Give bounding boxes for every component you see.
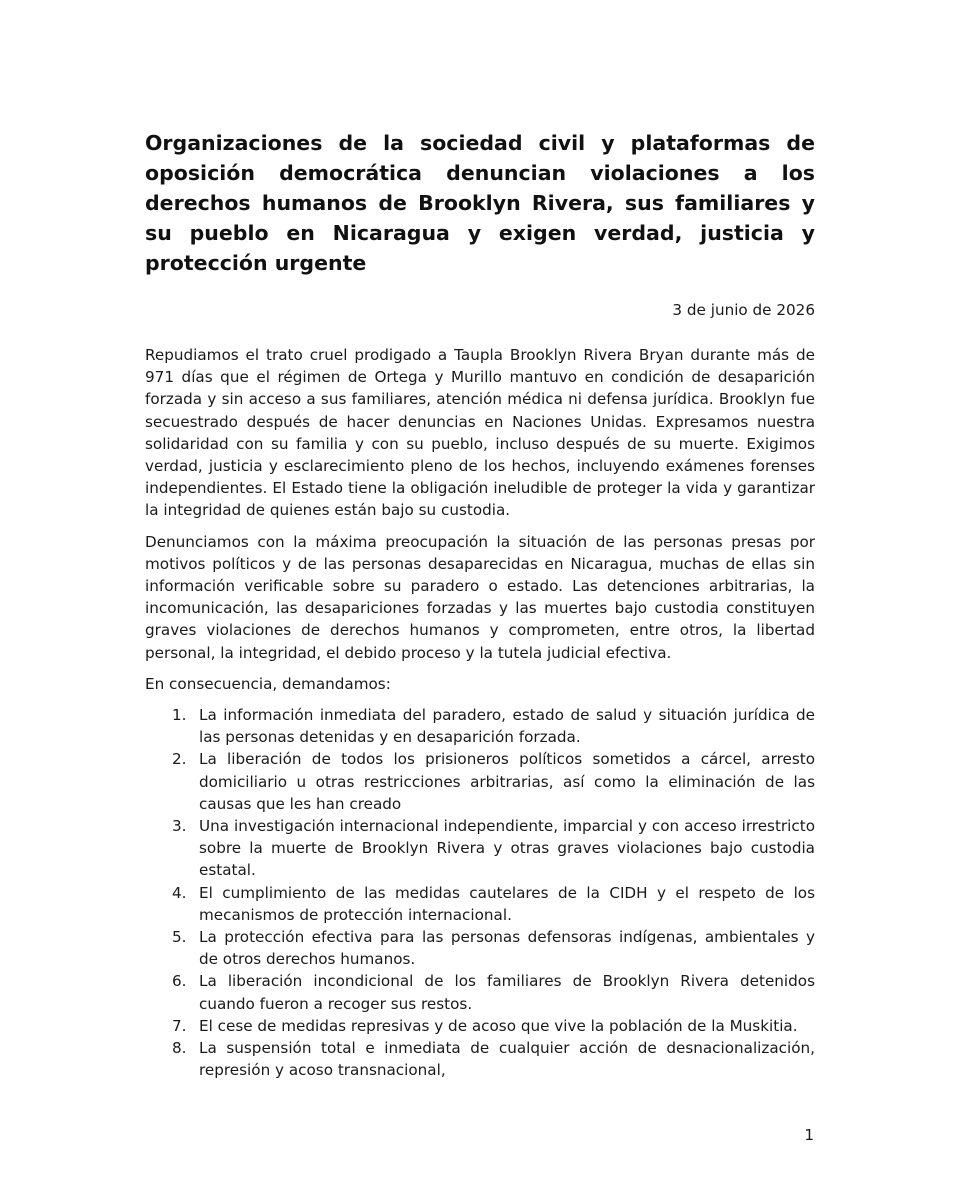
document-date: 3 de junio de 2026: [672, 301, 815, 319]
demand-item: [145, 926, 815, 970]
document-title: Organizaciones de la sociedad civil y plataformas de oposición democrática denuncian violaciones a los derechos humanos de Brooklyn Rivera, sus familiares y su pueblo en Nicaragua y exigen verdad, justicia y protección urgente: [145, 131, 815, 275]
demand-number: 2.: [172, 750, 187, 769]
demands-list: [145, 704, 815, 1081]
demand-item: [145, 882, 815, 926]
demand-item: [145, 1037, 815, 1081]
demand-text: La liberación de todos los prisioneros políticos sometidos a cárcel, arresto domiciliario u otras restricciones arbitrarias, así como la eliminación de las causas que les han creado: [199, 750, 815, 813]
demand-number: 5.: [172, 928, 187, 947]
demand-text: La protección efectiva para las personas defensoras indígenas, ambientales y de otros derechos humanos.: [199, 928, 815, 969]
demand-item: [145, 704, 815, 748]
demand-number: 4.: [172, 883, 187, 902]
demand-item: [145, 815, 815, 882]
document-body: [145, 128, 815, 1082]
demand-text: El cumplimiento de las medidas cautelares de la CIDH y el respeto de los mecanismos de protección internacional.: [199, 883, 815, 924]
demand-text: La suspensión total e inmediata de cualquier acción de desnacionalización, represión y acoso transnacional,: [199, 1039, 815, 1080]
demand-text: Una investigación internacional independiente, imparcial y con acceso irrestricto sobre la muerte de Brooklyn Rivera y otras graves violaciones bajo custodia estatal.: [199, 817, 815, 880]
demand-number: 6.: [172, 972, 187, 991]
demand-number: 8.: [172, 1039, 187, 1058]
demand-text: La liberación incondicional de los familiares de Brooklyn Rivera detenidos cuando fueron a recoger sus restos.: [199, 972, 815, 1013]
page-number: 1: [804, 1126, 814, 1144]
paragraph-demands-intro: En consecuencia, demandamos:: [145, 674, 391, 693]
paragraph-repudiation: Repudiamos el trato cruel prodigado a Taupla Brooklyn Rivera Bryan durante más de 971 días que el régimen de Ortega y Murillo mantuvo en condición de desaparición forzada y sin acceso a sus familiares, atención médica ni defensa jurídica. Brooklyn fue secuestrado después de hacer denuncias en Naciones Unidas. Expresamos nuestra solidaridad con su familia y con su pueblo, incluso después de su muerte. Exigimos verdad, justicia y esclarecimiento pleno de los hechos, incluyendo exámenes forenses independientes. El Estado tiene la obligación ineludible de proteger la vida y garantizar la integridad de quienes están bajo su custodia.: [145, 346, 815, 520]
demand-item: [145, 748, 815, 815]
paragraph-denunciation: Denunciamos con la máxima preocupación la situación de las personas presas por motivos políticos y de las personas desaparecidas en Nicaragua, muchas de ellas sin información verificable sobre su paradero o estado. Las detenciones arbitrarias, la incomunicación, las desapariciones forzadas y las muertes bajo custodia constituyen graves violaciones de derechos humanos y comprometen, entre otros, la libertad personal, la integridad, el debido proceso y la tutela judicial efectiva.: [145, 532, 815, 662]
demand-number: 1.: [172, 706, 187, 725]
demand-text: El cese de medidas represivas y de acoso que vive la población de la Muskitia.: [199, 1016, 798, 1035]
demand-text: La información inmediata del paradero, estado de salud y situación jurídica de las personas detenidas y en desaparición forzada.: [199, 706, 815, 747]
demand-number: 3.: [172, 817, 187, 836]
demand-number: 7.: [172, 1016, 187, 1035]
demand-item: [145, 1015, 815, 1037]
demand-item: [145, 970, 815, 1014]
